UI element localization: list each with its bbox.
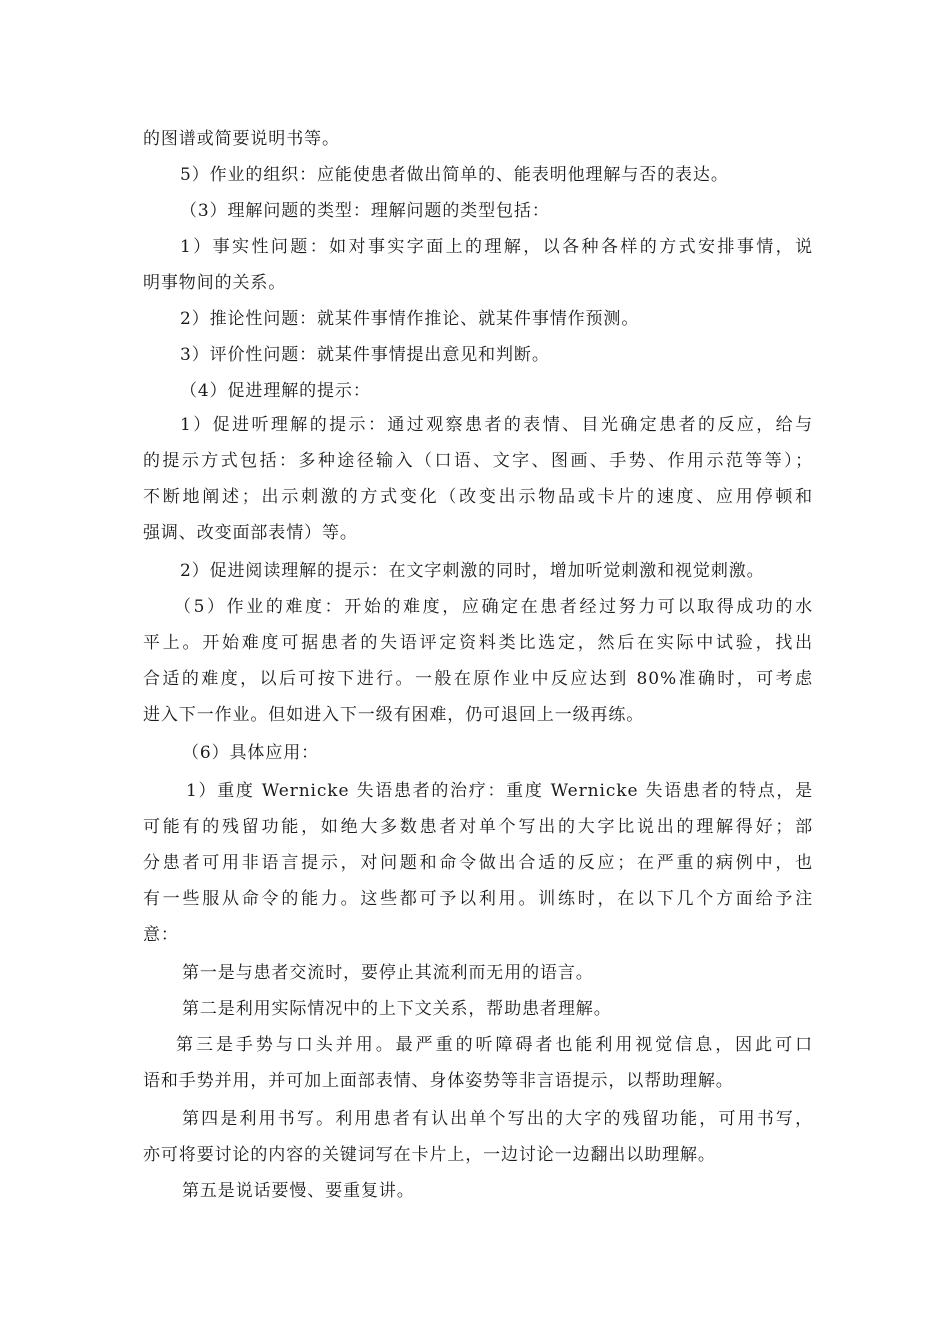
text-line: 第二是利用实际情况中的上下文关系，帮助患者理解。	[182, 999, 612, 1019]
text-line: 可能有的残留功能，如绝大多数患者对单个写出的大字比说出的理解得好；部	[143, 817, 813, 837]
text-line: 2）推论性问题：就某件事情作推论、就某件事情作预测。	[180, 309, 640, 329]
section-heading: （3）理解问题的类型：理解问题的类型包括：	[180, 201, 550, 221]
text-line: 不断地阐述；出示刺激的方式变化（改变出示物品或卡片的速度、应用停顿和	[143, 487, 813, 507]
text-line: 第五是说话要慢、要重复讲。	[182, 1181, 415, 1201]
text-line: 合适的难度，以后可按下进行。一般在原作业中反应达到 80%准确时，可考虑	[143, 669, 813, 689]
section-heading: （6）具体应用：	[182, 743, 320, 763]
text-line: 第一是与患者交流时，要停止其流利而无用的语言。	[182, 963, 594, 983]
text-line: 的提示方式包括：多种途径输入（口语、文字、图画、手势、作用示范等等）；	[143, 451, 813, 471]
text-line: 明事物间的关系。	[143, 273, 287, 293]
text-line: 平上。开始难度可据患者的失语评定资料类比选定，然后在实际中试验，找出	[143, 633, 813, 653]
text-line: 2）促进阅读理解的提示：在文字刺激的同时，增加听觉刺激和视觉刺激。	[180, 561, 765, 581]
section-heading: （4）促进理解的提示：	[180, 381, 371, 401]
text-line: 强调、改变面部表情）等。	[143, 523, 358, 543]
text-line: 有一些服从命令的能力。这些都可予以利用。训练时，在以下几个方面给予注	[143, 889, 813, 909]
text-line: 亦可将要讨论的内容的关键词写在卡片上，一边讨论一边翻出以助理解。	[143, 1145, 716, 1165]
text-line: 1）事实性问题：如对事实字面上的理解，以各种各样的方式安排事情，说	[180, 237, 813, 257]
text-line: 3）评价性问题：就某件事情提出意见和判断。	[180, 345, 550, 365]
text-line: 第三是手势与口头并用。最严重的听障碍者也能利用视觉信息，因此可口	[176, 1035, 813, 1055]
text-line: 的图谱或简要说明书等。	[143, 129, 340, 149]
text-line: 意：	[143, 925, 179, 945]
section-heading: （5）作业的难度：开始的难度，应确定在患者经过努力可以取得成功的水	[174, 597, 813, 617]
text-line: 5）作业的组织：应能使患者做出简单的、能表明他理解与否的表达。	[180, 165, 729, 185]
text-line: 进入下一作业。但如进入下一级有困难，仍可退回上一级再练。	[143, 705, 645, 725]
text-line: 分患者可用非语言提示，对问题和命令做出合适的反应；在严重的病例中，也	[143, 853, 813, 873]
text-line: 1）促进听理解的提示：通过观察患者的表情、目光确定患者的反应，给与	[180, 415, 813, 435]
text-line: 第四是利用书写。利用患者有认出单个写出的大字的残留功能，可用书写，	[182, 1109, 813, 1129]
text-line: 语和手势并用，并可加上面部表情、身体姿势等非言语提示，以帮助理解。	[143, 1071, 734, 1091]
text-line: 1）重度 Wernicke 失语患者的治疗：重度 Wernicke 失语患者的特点，是	[186, 781, 813, 801]
